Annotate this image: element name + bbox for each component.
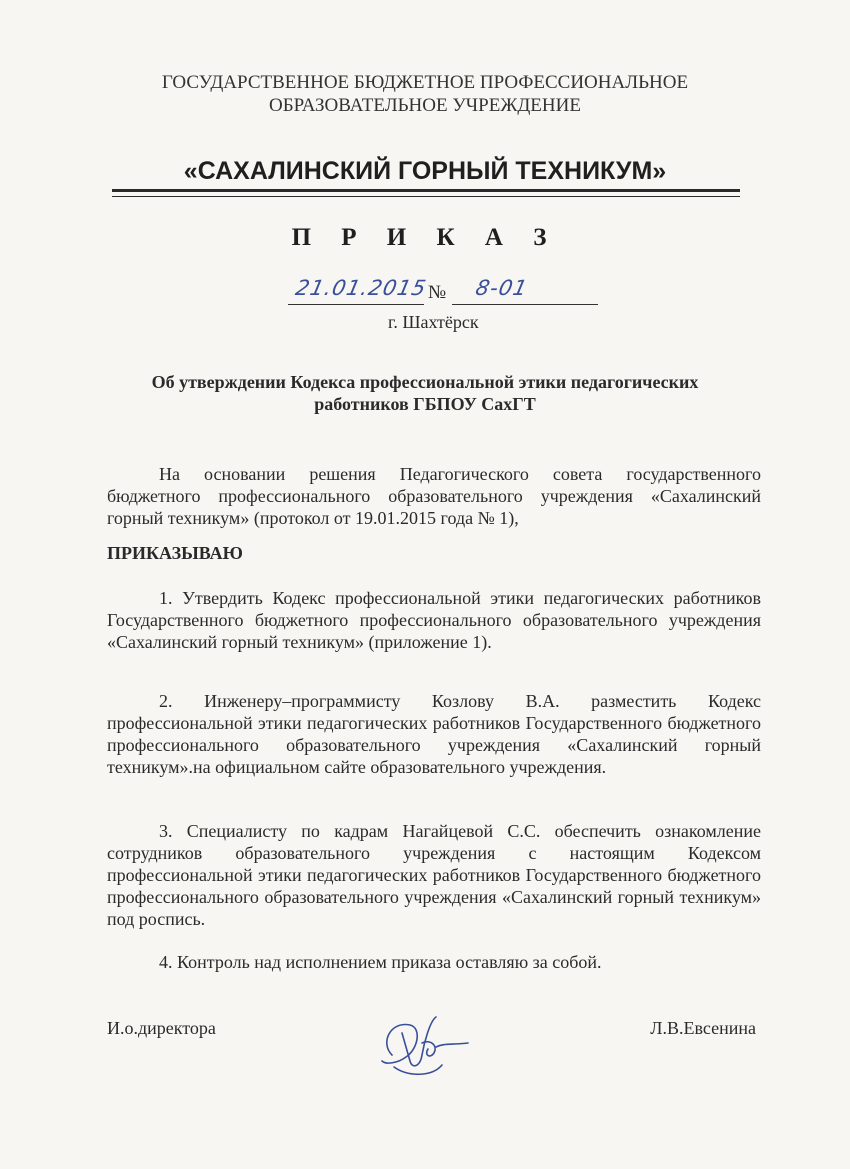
item-1: 1. Утвердить Кодекс профессиональной этики педагогических работников Государственного бюджетного профессионального образовательного учреждения «Сахалинский горный техникум» (приложение 1). xyxy=(107,588,761,652)
org-name-line1: ГОСУДАРСТВЕННОЕ БЮДЖЕТНОЕ ПРОФЕССИОНАЛЬНОЕ xyxy=(161,72,689,93)
order-date: 21.01.2015 xyxy=(293,276,429,300)
signatory-position: И.о.директора xyxy=(107,1018,216,1038)
item-3: 3. Специалисту по кадрам Нагайцевой С.С. обеспечить ознакомление сотрудников образовательного учреждения с настоящим Кодексом профессиональной этики педагогических работников Государственного бюджетного профессионального образовательного учреждения «Сахалинский горный техникум» под роспись. xyxy=(107,821,761,929)
preamble-paragraph: На основании решения Педагогического совета государственного бюджетного профессионального образовательного учреждения «Сахалинский горный техникум» (протокол от 19.01.2015 года № 1), xyxy=(107,464,761,528)
number-underline xyxy=(452,304,598,305)
decree-word: ПРИКАЗЫВАЮ xyxy=(107,543,243,563)
institution-title: «САХАЛИНСКИЙ ГОРНЫЙ ТЕХНИКУМ» xyxy=(183,157,667,185)
subject-line2: работников ГБПОУ СахГТ xyxy=(314,394,536,414)
org-name-line2: ОБРАЗОВАТЕЛЬНОЕ УЧРЕЖДЕНИЕ xyxy=(269,95,581,116)
date-underline xyxy=(288,304,424,305)
date-number-line xyxy=(288,276,598,308)
signatory-name: Л.В.Евсенина xyxy=(650,1018,756,1038)
number-sign: № xyxy=(428,282,447,303)
item-2: 2. Инженеру–программисту Козлову В.А. разместить Кодекс профессиональной этики педагогических работников Государственного бюджетного профессионального образовательного учреждения «Сахалинский горный техникум».на официальном сайте образовательного учреждения. xyxy=(107,691,761,777)
header-rule-thick xyxy=(112,189,740,192)
document-type: П Р И К А З xyxy=(291,224,559,251)
subject-line1: Об утверждении Кодекса профессиональной этики педагогических xyxy=(151,372,699,392)
header-rule-thin xyxy=(112,196,740,197)
handwritten-signature xyxy=(372,1003,482,1083)
order-subject xyxy=(0,371,850,415)
item-4: 4. Контроль над исполнением приказа оставляю за собой. xyxy=(159,952,602,972)
city: г. Шахтёрск xyxy=(388,312,479,332)
order-number: 8-01 xyxy=(473,276,531,300)
